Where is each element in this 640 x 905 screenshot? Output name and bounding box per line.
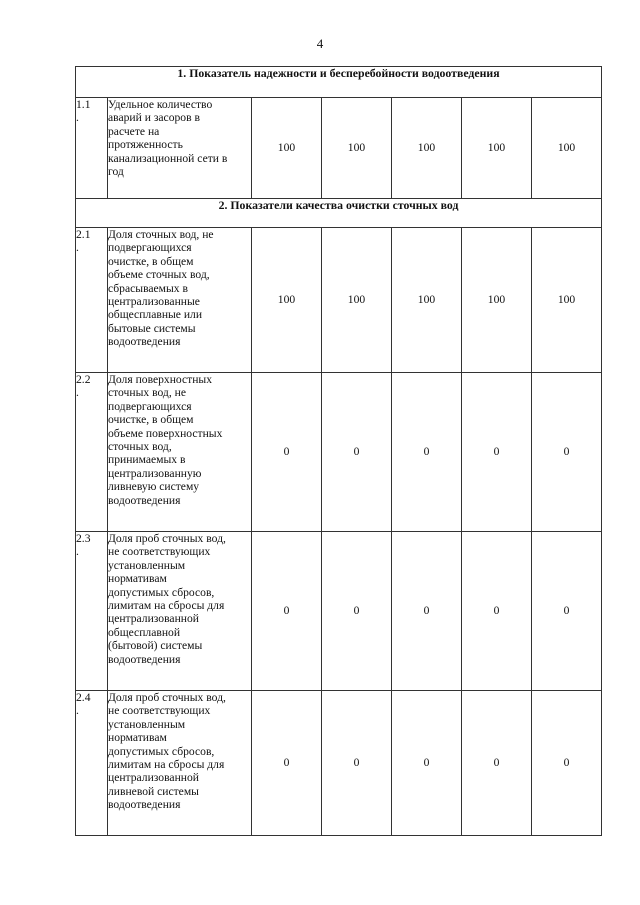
value-cell: 0 <box>322 532 392 691</box>
section-title: 2. Показатели качества очистки сточных вод <box>76 199 602 228</box>
value-cell: 0 <box>392 532 462 691</box>
page-number: 4 <box>316 36 324 51</box>
row-description: Доля проб сточных вод, не соответствующих установленным нормативам допустимых сбросов, лимитам на сбросы для централизованной ливневой системы водоотведения <box>108 691 252 836</box>
value-cell: 0 <box>462 532 532 691</box>
value-cell: 100 <box>462 228 532 373</box>
indicators-table <box>75 66 602 836</box>
row-number: 1.1 . <box>76 98 108 199</box>
value-cell: 100 <box>322 98 392 199</box>
value-cell: 100 <box>392 98 462 199</box>
row-number: 2.4 . <box>76 691 108 836</box>
table-row <box>76 373 602 532</box>
value-cell: 0 <box>252 691 322 836</box>
section-title: 1. Показатель надежности и бесперебойности водоотведения <box>76 67 602 98</box>
value-cell: 100 <box>252 98 322 199</box>
value-cell: 0 <box>252 373 322 532</box>
value-cell: 100 <box>322 228 392 373</box>
table-row <box>76 98 602 199</box>
row-description: Удельное количество аварий и засоров в расчете на протяженность канализационной сети в год <box>108 98 252 199</box>
value-cell: 0 <box>532 691 602 836</box>
value-cell: 100 <box>532 98 602 199</box>
value-cell: 100 <box>252 228 322 373</box>
table-row <box>76 691 602 836</box>
row-description: Доля поверхностных сточных вод, не подвергающихся очистке, в общем объеме поверхностных сточных вод, принимаемых в централизованную ливневую систему водоотведения <box>108 373 252 532</box>
row-description: Доля проб сточных вод, не соответствующих установленным нормативам допустимых сбросов, лимитам на сбросы для централизованной общесплавной (бытовой) системы водоотведения <box>108 532 252 691</box>
value-cell: 0 <box>392 691 462 836</box>
table-row <box>76 532 602 691</box>
row-description: Доля сточных вод, не подвергающихся очистке, в общем объеме сточных вод, сбрасываемых в централизованные общесплавные или бытовые системы водоотведения <box>108 228 252 373</box>
row-number: 2.3 . <box>76 532 108 691</box>
value-cell: 100 <box>462 98 532 199</box>
row-number: 2.1 . <box>76 228 108 373</box>
value-cell: 100 <box>392 228 462 373</box>
value-cell: 0 <box>532 532 602 691</box>
value-cell: 0 <box>252 532 322 691</box>
table-row <box>76 228 602 373</box>
value-cell: 0 <box>532 373 602 532</box>
value-cell: 0 <box>392 373 462 532</box>
row-number: 2.2 . <box>76 373 108 532</box>
value-cell: 0 <box>462 373 532 532</box>
value-cell: 0 <box>322 691 392 836</box>
value-cell: 100 <box>532 228 602 373</box>
value-cell: 0 <box>462 691 532 836</box>
section-header-row <box>76 67 602 98</box>
section-header-row <box>76 199 602 228</box>
value-cell: 0 <box>322 373 392 532</box>
